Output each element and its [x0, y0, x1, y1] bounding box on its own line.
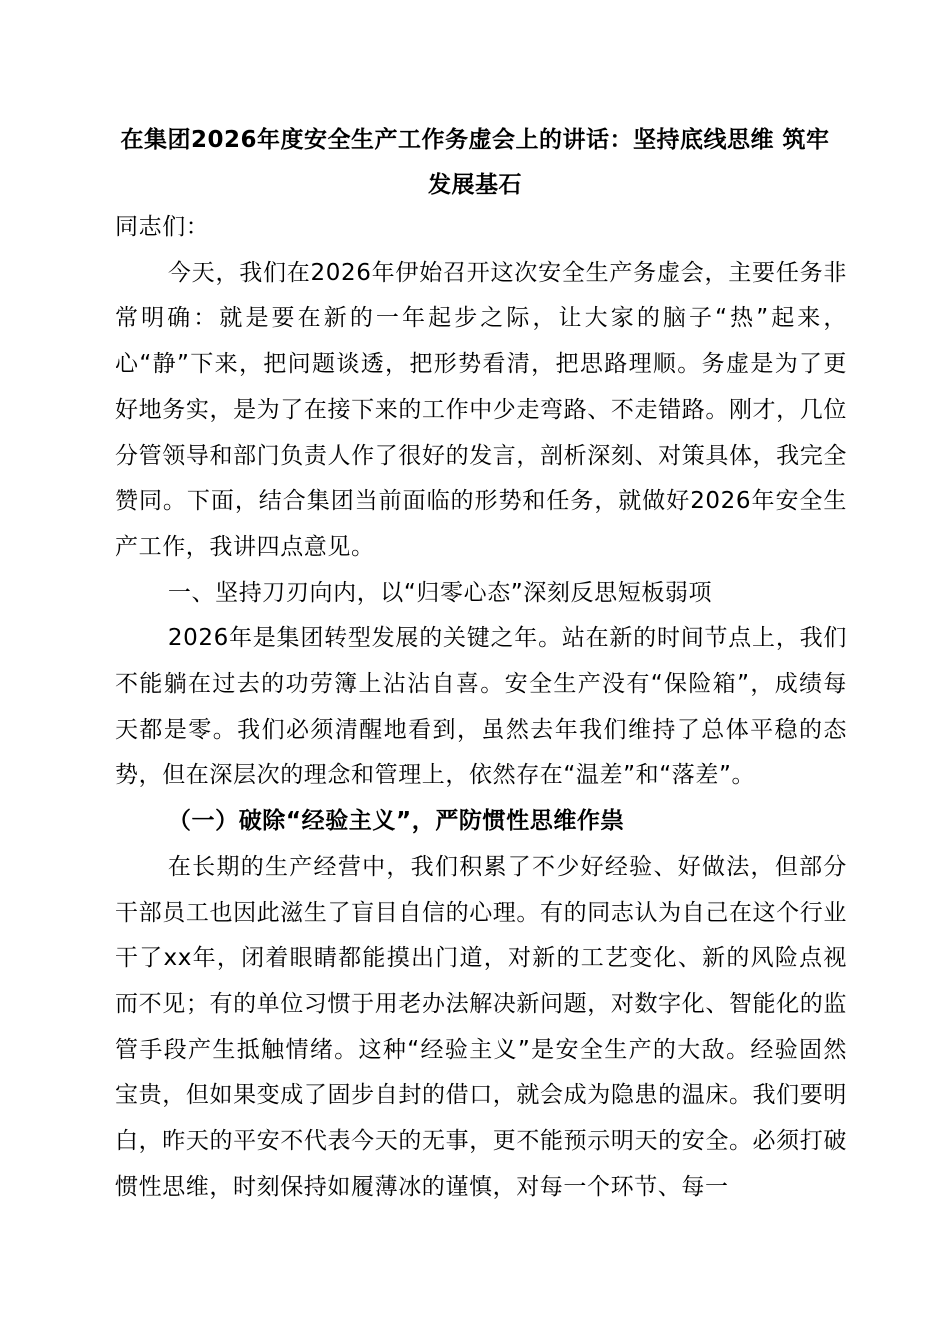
paragraph-section-1-intro: 2026年是集团转型发展的关键之年。站在新的时间节点上，我们不能躺在过去的功劳簿上沾沾自喜。安全生产没有“保险箱”，成绩每天都是零。我们必须清醒地看到，虽然去年我们维持了总体平稳的态势，但在深层次的理念和管理上，依然存在“温差”和“落差”。	[115, 625, 847, 789]
subsection-heading-1: （一）破除“经验主义”，严防惯性思维作祟	[167, 808, 625, 835]
document-body	[115, 205, 847, 1210]
paragraph-opening: 今天，我们在2026年伊始召开这次安全生产务虚会，主要任务非常明确：就是要在新的一年起步之际，让大家的脑子“热”起来，心“静”下来，把问题谈透，把形势看清，把思路理顺。务虚是为了更好地务实，是为了在接下来的工作中少走弯路、不走错路。刚才，几位分管领导和部门负责人作了很好的发言，剖析深刻、对策具体，我完全赞同。下面，结合集团当前面临的形势和任务，就做好2026年安全生产工作，我讲四点意见。	[115, 259, 847, 560]
section-heading-1: 一、坚持刀刃向内，以“归零心态”深刻反思短板弱项	[167, 579, 713, 606]
salutation: 同志们：	[115, 214, 210, 240]
document-title: 在集团2026年度安全生产工作务虚会上的讲话：坚持底线思维 筑牢发展基石	[120, 127, 830, 198]
paragraph-subsection-1: 在长期的生产经营中，我们积累了不少好经验、好做法，但部分干部员工也因此滋生了盲目自信的心理。有的同志认为自己在这个行业干了xx年，闭着眼睛都能摸出门道，对新的工艺变化、新的风险点视而不见；有的单位习惯于用老办法解决新问题，对数字化、智能化的监管手段产生抵触情绪。这种“经验主义”是安全生产的大敌。经验固然宝贵，但如果变成了固步自封的借口，就会成为隐患的温床。我们要明白，昨天的平安不代表今天的无事，更不能预示明天的安全。必须打破惯性思维，时刻保持如履薄冰的谨慎，对每一个环节、每一	[115, 853, 847, 1200]
